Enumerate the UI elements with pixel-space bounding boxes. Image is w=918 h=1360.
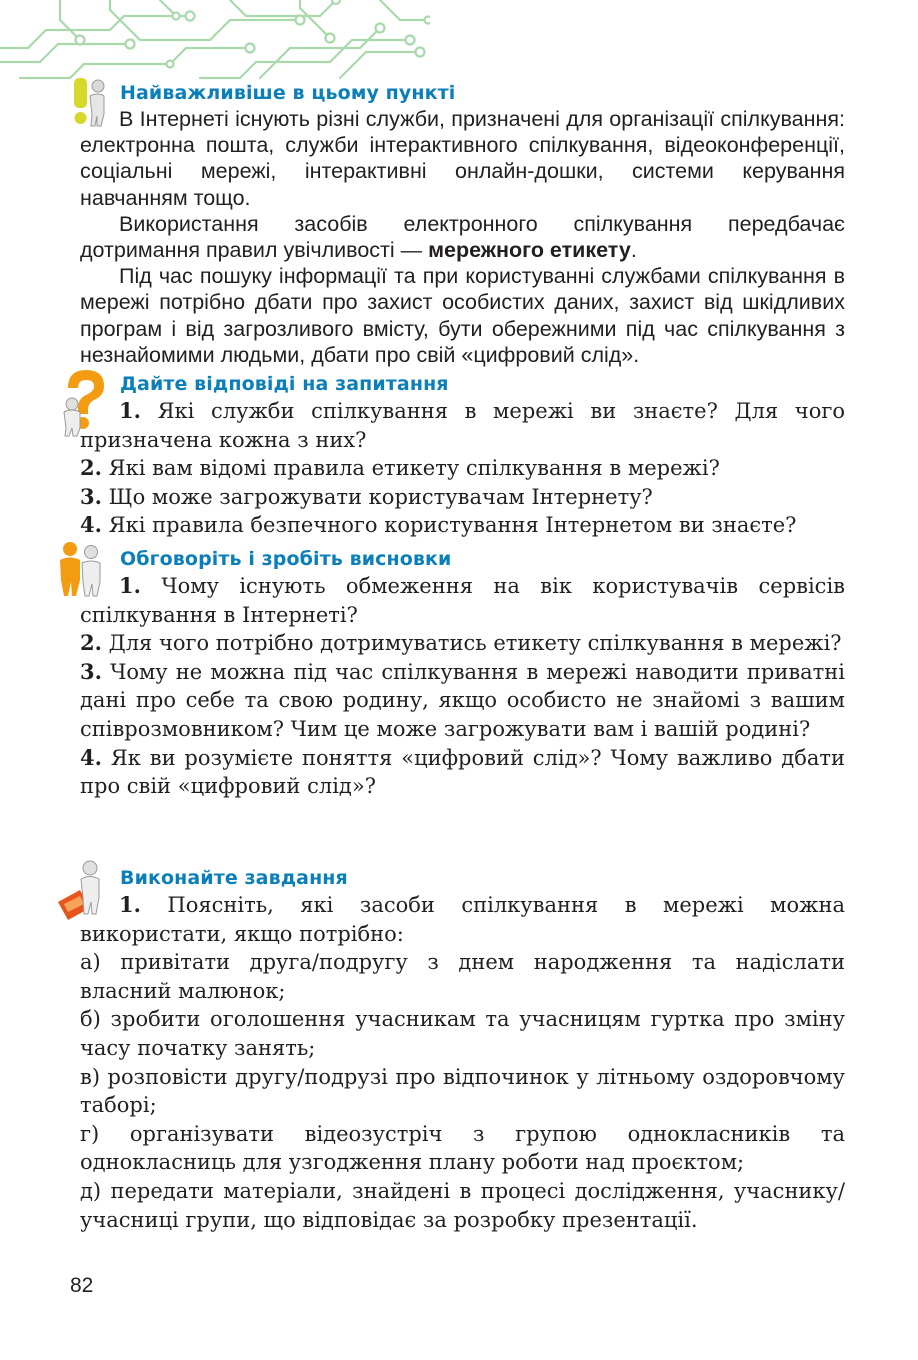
discussion-list: [80, 572, 845, 801]
task-option: г) організувати відеозустріч з групою однокласників та однокласниць для узгодження плану роботи над проєктом;: [80, 1121, 845, 1175]
key-term-netiquette: мережного етикету: [428, 238, 631, 263]
key-points-paragraph-2: Використання засобів електронного спілкування передбачає дотримання правил увічливості — мережного етикету.: [80, 211, 845, 263]
list-item: 4. Які правила безпечного користування Інтернетом ви знаєте?: [80, 512, 797, 538]
page-number: 82: [70, 1274, 94, 1297]
section-title-tasks: Виконайте завдання: [120, 867, 348, 889]
list-item: 4. Як ви розумієте поняття «цифровий слід»? Чому важливо дбати про свій «цифровий слід»?: [80, 744, 845, 799]
list-item: 1. Чому існують обмеження на вік користувачів сервісів спілкування в Інтернеті?: [80, 573, 845, 627]
task-option: б) зробити оголошення учасникам та учасницям гуртка про зміну часу початку занять;: [80, 1007, 845, 1060]
list-item: 3. Що може загрожувати користувачам Інтернету?: [80, 483, 653, 509]
task-option: а) привітати друга/подругу з днем народження та надіслати власний малюнок;: [80, 950, 845, 1003]
list-item: 2. Які вам відомі правила етикету спілкування в мережі?: [80, 455, 720, 481]
section-title-discuss: Обговоріть і зробіть висновки: [120, 548, 452, 570]
list-item: 1. Які служби спілкування в мережі ви знаєте? Для чого призначена кожна з них?: [80, 398, 845, 452]
key-points-paragraph-1: В Інтернеті існують різні служби, призначені для організації спілкування: електронна пошта, служби інтерактивного спілкування, відеоконференції, соціальні мережі, інтерактивні онлайн-дошки, системи керування навчанням тощо.: [80, 107, 845, 210]
tasks-list: [80, 891, 845, 1234]
task-item: 1. Поясніть, які засоби спілкування в мережі можна використати, якщо потрібно:: [80, 892, 845, 946]
task-option: в) розповісти другу/подрузі про відпочинок у літньому оздоровчому таборі;: [80, 1064, 845, 1118]
circuit-board-decoration: [0, 0, 430, 80]
questions-list: [80, 397, 845, 540]
key-points-paragraph-3: Під час пошуку інформації та при користуванні службами спілкування в мережі потрібно дбати про захист особистих даних, захист від шкідливих програм і від загрозливого вмісту, бути обережними під час спілкування з незнайомими людьми, дбати про свій «цифровий слід».: [80, 264, 845, 367]
section-title-key-points: Найважливіше в цьому пункті: [120, 82, 456, 104]
key-points-text: [80, 106, 845, 368]
section-title-questions: Дайте відповіді на запитання: [120, 373, 449, 395]
list-item: 2. Для чого потрібно дотримуватись етикету спілкування в мережі?: [80, 630, 842, 656]
task-option: д) передати матеріали, знайдені в процесі дослідження, учаснику/учасниці групи, що відповідає за розробку презентації.: [80, 1178, 845, 1232]
list-item: 3. Чому не можна під час спілкування в мережі наводити приватні дані про себе та свою родину, якщо особисто не знайомі з вашим співрозмовником? Чим це може загрожувати вам і вашій родині?: [80, 658, 845, 741]
